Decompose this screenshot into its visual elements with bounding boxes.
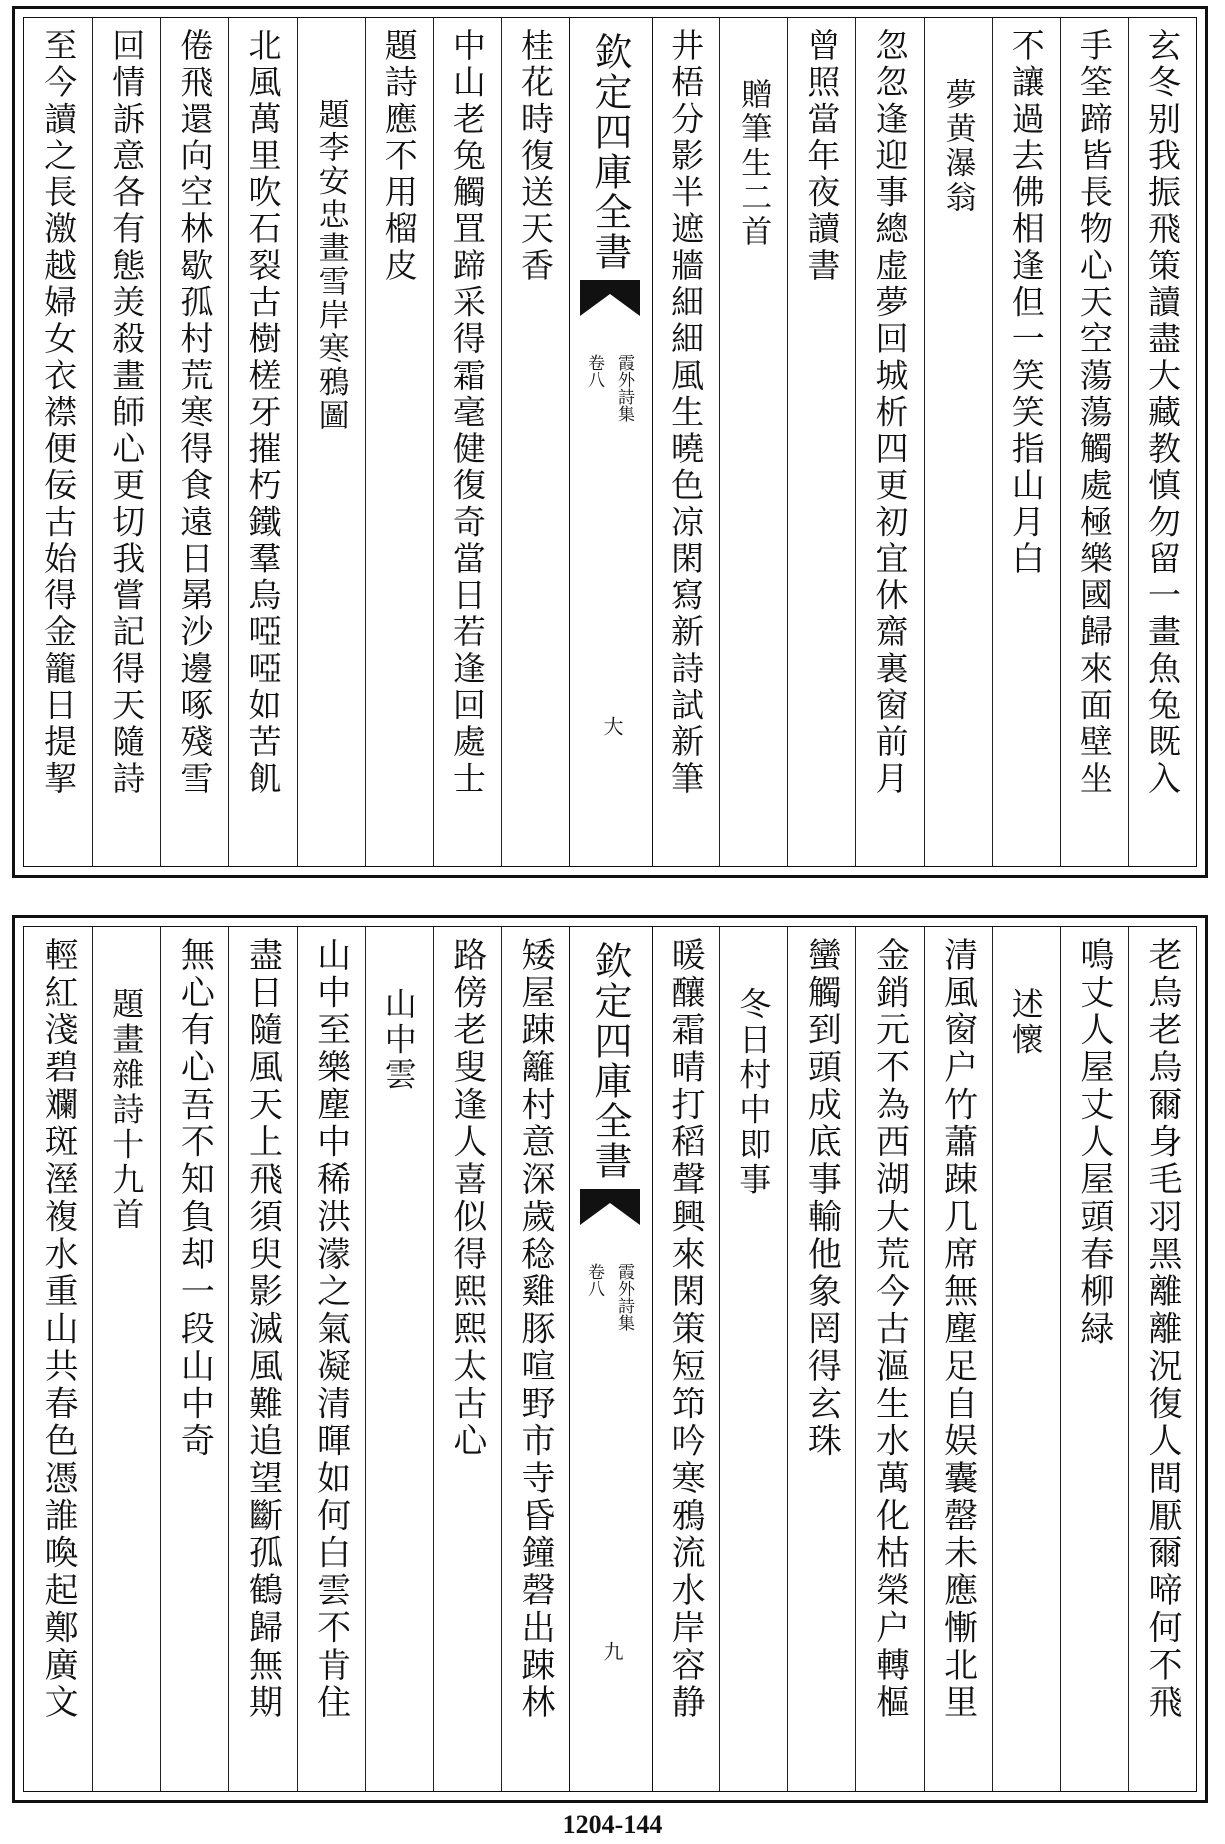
text-column: 老烏老烏爾身毛羽黑離離況復人間厭爾啼何不飛	[1142, 937, 1182, 1722]
text-column: 不讓過去佛相逢但一笑笑指山月白	[1006, 28, 1046, 578]
column-rule	[787, 927, 788, 1791]
text-column: 忽忽逢迎事總虚夢回城析四更初宜休齋裏窗前月	[870, 28, 910, 798]
page-number: 1204-144	[562, 1810, 663, 1839]
volume-label: 卷八	[584, 354, 604, 388]
text-column: 手筌蹄皆長物心天空蕩蕩觸處極樂國歸來面壁坐	[1074, 28, 1114, 798]
column-rule	[160, 927, 161, 1791]
text-column: 鳴丈人屋丈人屋頭春柳緑	[1073, 937, 1114, 1348]
text-column: 路傍老叟逢人喜似得熙熙太古心	[446, 937, 487, 1461]
poem-title: 夢黄瀑翁	[939, 78, 976, 216]
column-rule	[501, 18, 502, 866]
column-rule	[924, 18, 925, 866]
column-rule	[228, 927, 229, 1791]
column-rule	[228, 18, 229, 866]
text-column: 北風萬里吹石裂古樹槎牙摧朽鐵羣烏啞啞如苦飢	[243, 28, 283, 798]
column-rule	[1060, 18, 1061, 866]
text-column: 無心有心吾不知負却一段山中奇	[174, 937, 215, 1461]
volume-label: 卷八	[584, 1263, 604, 1297]
column-rule	[855, 18, 856, 866]
center-fold	[569, 18, 653, 866]
text-column: 回情訴意各有態羙殺畫師心更切我嘗記得天隨詩	[107, 28, 147, 798]
text-column: 金銷元不為西湖大荒今古漚生水萬化枯榮户轉樞	[869, 937, 910, 1722]
column-rule	[992, 18, 993, 866]
column-rule	[160, 18, 161, 866]
column-rule	[1128, 18, 1129, 866]
column-rule	[719, 927, 720, 1791]
text-column: 清風窗户竹蕭踈几席無塵足自娱囊罄未應慚北里	[937, 937, 978, 1722]
poem-title: 述懷	[1006, 987, 1045, 1058]
column-rule	[433, 18, 434, 866]
library-title: 欽定四庫全書	[588, 941, 632, 1181]
column-rule	[365, 18, 366, 866]
column-rule	[433, 927, 434, 1791]
fish-tail-mark-icon	[580, 1189, 640, 1225]
text-column: 井梧分影半遮牆細細風生曉色凉閑寫新詩試新筆	[666, 28, 706, 798]
center-fold	[569, 927, 653, 1791]
column-rule	[1128, 927, 1129, 1791]
poem-title: 冬日村中即事	[734, 987, 773, 1198]
text-column: 曾照當年夜讀書	[802, 28, 842, 285]
text-column: 蠻觸到頭成底事輸他象罔得玄珠	[801, 937, 842, 1461]
page-bottom	[12, 915, 1208, 1803]
column-rule	[787, 18, 788, 866]
poem-title: 贈筆生二首	[735, 78, 772, 250]
text-column: 矮屋踈籬村意深歲稔雞豚喧野市寺昏鐘磬出踈林	[515, 937, 555, 1722]
text-column: 輕紅淺碧斕斑溼複水重山共春色憑誰喚起鄭廣文	[38, 937, 79, 1722]
folio-number: 大	[600, 716, 624, 736]
column-rule	[92, 927, 93, 1791]
folio-number: 九	[600, 1641, 624, 1661]
library-title: 欽定四庫全書	[588, 32, 632, 272]
text-column: 倦飛還向空林歇孤村荒寒得食遠日晜沙邊啄殘雪	[175, 28, 215, 798]
text-column: 桂花時復送天香	[516, 28, 555, 285]
text-column: 山中至樂塵中稀洪濛之氣凝清暉如何白雲不肯住	[310, 937, 351, 1722]
text-column: 玄冬别我振飛策讀盡大藏教慎勿留一畫魚兔既入	[1143, 28, 1182, 798]
poem-title: 題畫雜詩十九首	[107, 987, 146, 1233]
column-rule	[992, 927, 993, 1791]
text-column: 盡日隨風天上飛須臾影滅風難追望斷孤鶴歸無期	[242, 937, 283, 1722]
text-column: 至今讀之長激越婦女衣襟便佞古始得金籠日提挈	[39, 28, 79, 798]
column-rule	[501, 927, 502, 1791]
book-title: 霞外詩集	[614, 1263, 634, 1331]
page-bottom-frame	[23, 926, 1197, 1792]
column-rule	[365, 927, 366, 1791]
page-top-frame	[23, 17, 1197, 867]
column-rule	[92, 18, 93, 866]
column-rule	[924, 927, 925, 1791]
column-rule	[297, 927, 298, 1791]
fish-tail-mark-icon	[580, 280, 640, 316]
poem-title: 山中雲	[379, 987, 418, 1093]
text-column: 暖釀霜晴打稻聲興來閑策短笻吟寒鴉流水岸容静	[665, 937, 706, 1722]
column-rule	[1060, 927, 1061, 1791]
column-rule	[297, 18, 298, 866]
book-title: 霞外詩集	[614, 354, 634, 422]
text-column: 題詩應不用榴皮	[379, 28, 419, 285]
text-column: 中山老兔觸罝蹄采得霜毫健復奇當日若逢回處士	[447, 28, 487, 798]
column-rule	[855, 927, 856, 1791]
page-top	[12, 6, 1208, 878]
poem-title: 題李安忠畫雪岸寒鴉圖	[312, 98, 349, 433]
column-rule	[719, 18, 720, 866]
